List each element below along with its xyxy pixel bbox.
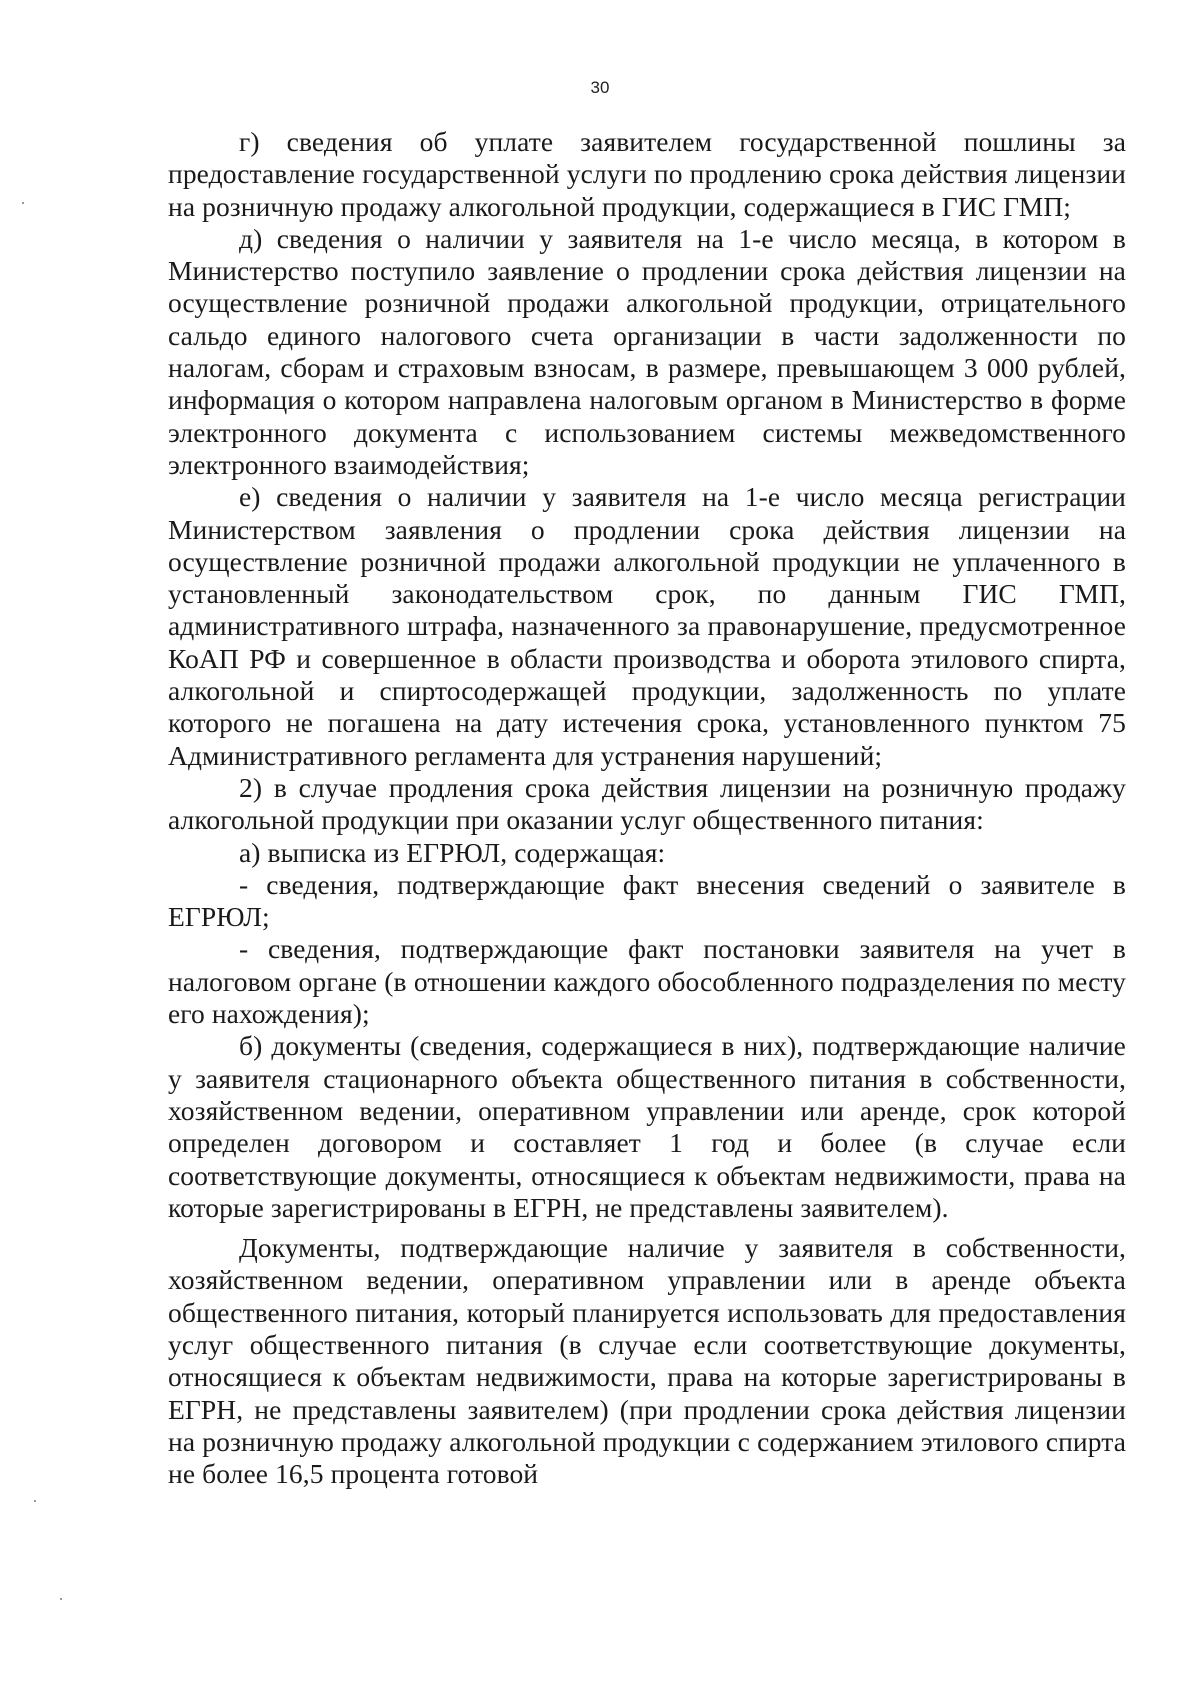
document-body xyxy=(168,126,1126,1490)
paragraph-egrul-entry-fact: - сведения, подтверждающие факт внесения сведений о заявителе в ЕГРЮЛ; xyxy=(168,868,1126,933)
paragraph-ownership-documents: Документы, подтверждающие наличие у заявителя в собственности, хозяйственном ведении, оперативном управлении или в аренде объекта общественного питания, который планируется использовать для предоставления услуг общественного питания (в случае если соответствующие документы, относящиеся к объектам недвижимости, права на которые зарегистрированы в ЕГРН, не представлены заявителем) (при продлении срока действия лицензии на розничную продажу алкогольной продукции с содержанием этилового спирта не более 16,5 процента готовой xyxy=(168,1232,1126,1490)
scan-speck xyxy=(22,202,24,204)
paragraph-b-catering-object-documents: б) документы (сведения, содержащиеся в них), подтверждающие наличие у заявителя стационарного объекта общественного питания в собственности, хозяйственном ведении, оперативном управлении или аренде, срок которой определен договором и составляет 1 год и более (в случае если соответствующие документы, относящиеся к объектам недвижимости, права на которые зарегистрированы в ЕГРН, не представлены заявителем). xyxy=(168,1030,1126,1223)
paragraph-e-unpaid-fine: е) сведения о наличии у заявителя на 1-е число месяца регистрации Министерством заявления о продлении срока действия лицензии на осуществление розничной продажи алкогольной продукции не уплаченного в установленный законодательством срок, по данным ГИС ГМП, административного штрафа, назначенного за правонарушение, предусмотренное КоАП РФ и совершенное в области производства и оборота этилового спирта, алкогольной и спиртосодержащей продукции, задолженность по уплате которого не погашена на дату истечения срока, установленного пунктом 75 Административного регламента для устранения нарушений; xyxy=(168,481,1126,771)
paragraph-tax-registration-fact: - сведения, подтверждающие факт постановки заявителя на учет в налоговом органе (в отношении каждого обособленного подразделения по месту его нахождения); xyxy=(168,933,1126,1030)
paragraph-2-public-catering: 2) в случае продления срока действия лицензии на розничную продажу алкогольной продукции при оказании услуг общественного питания: xyxy=(168,771,1126,836)
scan-speck xyxy=(60,1598,62,1600)
paragraph-d-tax-balance: д) сведения о наличии у заявителя на 1-е число месяца, в котором в Министерство поступило заявление о продлении срока действия лицензии на осуществление розничной продажи алкогольной продукции, отрицательного сальдо единого налогового счета организации в части задолженности по налогам, сборам и страховым взносам, в размере, превышающем 3 000 рублей, информация о котором направлена налоговым органом в Министерство в форме электронного документа с использованием системы межведомственного электронного взаимодействия; xyxy=(168,222,1126,480)
page-number: 30 xyxy=(590,78,610,97)
paragraph-g-state-fee: г) сведения об уплате заявителем государственной пошлины за предоставление государственной услуги по продлению срока действия лицензии на розничную продажу алкогольной продукции, содержащиеся в ГИС ГМП; xyxy=(168,126,1126,222)
paragraph-a-egrul-extract: а) выписка из ЕГРЮЛ, содержащая: xyxy=(239,836,666,868)
scan-speck xyxy=(34,1500,36,1502)
